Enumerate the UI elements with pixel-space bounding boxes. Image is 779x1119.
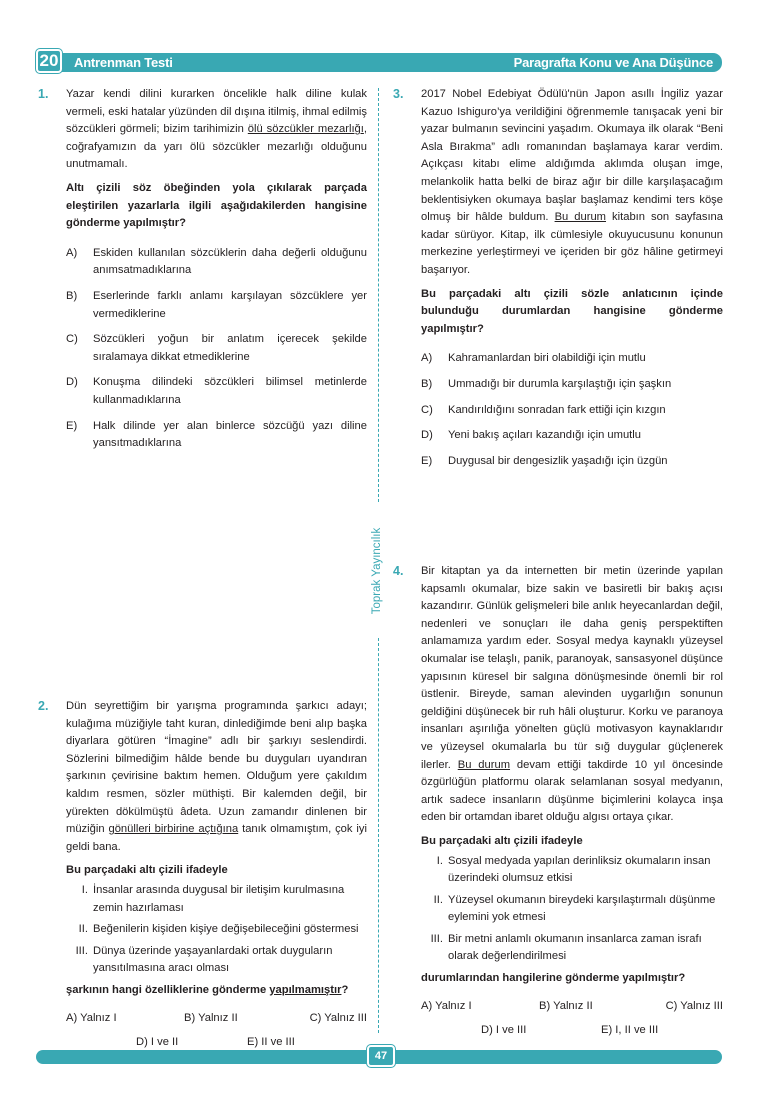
statement-2: II. Beğenilerin kişiden kişiye değişebileceğini göstermesi [78, 923, 359, 936]
answer-option-a[interactable]: A) Yalnız I [66, 1011, 117, 1024]
question-number: 3. [393, 87, 404, 101]
underlined-phrase: Bu durum [457, 758, 511, 771]
answer-options [421, 350, 723, 470]
answer-options-row-1 [66, 1010, 367, 1028]
answer-options-row-2 [66, 1034, 367, 1052]
question-prompt: şarkının hangi özelliklerine gönderme yapılmamıştır? [66, 983, 349, 996]
page-number: 47 [367, 1045, 395, 1067]
question-passage: Dün seyrettiğim bir yarışma programında şarkıcı adayı; kulağıma müziğiyle taht kuran, dinlediğimde beni alıp başka diyarlara götüren “İmagine” adlı bir şarkıyı seslendirdi. Sözlerini bilmediğim hâlde bende bu duyguları uyandıran şarkının çevirisine baktım hemen. Olduğum yere çakıldım kaldım resmen, sözler müthişti. Bir kalemden değil, bir yürekten dökülmüştü âdeta. Uzun zamandır dinlenen bir müziğin gönülleri birbirine açtığına tanık olmamıştım, çok iyi geldi bana. [66, 700, 367, 853]
test-number-badge: 20 [36, 49, 62, 73]
answer-option-e[interactable]: E) II ve III [247, 1035, 295, 1048]
column-divider-bottom [378, 638, 379, 1033]
question-stem: Altı çizili söz öbeğinden yola çıkılarak parçada eleştirilen yazarlarla ilgili aşağıdakilerden hangisine gönderme yapılmıştır? [66, 181, 367, 230]
question-passage: 2017 Nobel Edebiyat Ödülü'nün Japon asıllı İngiliz yazar Kazuo Ishiguro’ya verildiğini öğrenmemle tanışacak yeni bir yazar bulmanın sevincini yaşadım. Okumaya ilk olarak “Beni Asla Bırakma” adlı romanından başlamaya karar verdim. Açıkçası kitabı elime aldığımda aklımda oluşan imge, melankolik hatta belki de biraz ağır bir dille karşılaşacağım beklentisiyken okumaya başlar başlamaz kendimi ters köşe olmuş bir hâlde buldum. Bu durum kitabın son sayfasına kadar sürüyor. Kitap, ilk cümlesiyle okuyucusunu konunun merkezine yerleştirmeyi ve içeriden bir göz hâline getirmeyi başarıyor. [421, 88, 723, 276]
question-passage: Bir kitaptan ya da internetten bir metin üzerinde yapılan kapsamlı okumalar, bize sakin ve basiretli bir bakış açısı kazandırır. Günlük gelişmeleri bile anlık heyecanlardan değil, nedenleri ve sonuçları ile daha geniş perspektiften anlamamıza yardım eder. Sosyal medya kaynaklı yüzeysel okumalar ise telaşlı, panik, paranoyak, sansasyonel düşünce yapısının küresel bir salgına dönüşmesinde önemli bir rol üstlenir. Bireyde, saman alevinden uygarlığın sonunun geldiğini düşünecek bir ruh hâli oluşturur. Korku ve paranoya insanları aşırılığa yönelten güçlü motivasyon kaynaklarıdır ve yüzeysel okumalarla bu tür sığ duygular güçlenerek ilerler. Bu durum devam ettiği takdirde 10 yıl öncesinde özgürlüğün platformu olarak selamlanan sosyal medyanın, artık sadece insanların düşünme biçimlerini kolayca inşa eden bir ortamdan ibaret olduğu algısı ortaya çıkar. [421, 565, 724, 824]
answer-option-b[interactable]: B) Ummadığı bir durumla karşılaştığı için şaşkın [421, 377, 672, 390]
answer-option-c[interactable]: C) Sözcükleri yoğun bir anlatım içerecek şekilde sıralamaya dikkat etmediklerine [66, 333, 367, 363]
question-stem: Bu parçadaki altı çizili ifadeyle [66, 864, 228, 877]
answer-option-d[interactable]: D) I ve II [136, 1035, 179, 1048]
answer-option-d[interactable]: D) Yeni bakış açıları kazandığı için umutlu [421, 429, 641, 442]
answer-option-e[interactable]: E) I, II ve III [601, 1023, 659, 1036]
question-stem: Bu parçadaki altı çizili sözle anlatıcının içinde bulunduğu durumlardan hangisine gönderme yapılmıştır? [421, 287, 723, 335]
answer-option-c[interactable]: C) Kandırıldığını sonradan fark ettiği için kızgın [421, 403, 666, 416]
answer-option-d[interactable]: D) Konuşma dilindeki sözcükleri bilimsel metinlerde kullanmadıklarına [66, 376, 367, 406]
underlined-phrase: ölü sözcükler mezarlığı [247, 123, 364, 136]
publisher-label: Toprak Yayıncılık [371, 527, 384, 614]
statement-1: I. İnsanlar arasında duygusal bir iletişim kurulmasına zemin hazırlaması [81, 883, 345, 914]
question-stem: Bu parçadaki altı çizili ifadeyle [421, 834, 583, 847]
answer-option-c[interactable]: C) Yalnız III [309, 1011, 367, 1024]
answer-options-row-1 [421, 998, 723, 1016]
underlined-phrase: Bu durum [554, 211, 607, 224]
answer-options [66, 245, 367, 453]
underlined-phrase: gönülleri birbirine açtığına [108, 823, 239, 836]
statement-3: III. Bir metni anlamlı okumanın insanlarca zaman israfı olarak değerlendirilmesi [430, 932, 702, 963]
answer-option-a[interactable]: A) Kahramanlardan biri olabildiği için mutlu [421, 352, 646, 365]
header-left-title: Antrenman Testi [74, 55, 173, 70]
statement-1: I. Sosyal medyada yapılan derinliksiz okumaların insan üzerindeki olumsuz etkisi [436, 854, 711, 885]
header-right-title: Paragrafta Konu ve Ana Düşünce [513, 55, 713, 70]
answer-option-b[interactable]: B) Yalnız II [539, 999, 593, 1012]
answer-option-b[interactable]: B) Eserlerinde farklı anlamı karşılayan sözcüklere yer vermediklerine [66, 289, 367, 320]
question-number: 2. [38, 699, 49, 713]
question-passage: Yazar kendi dilini kurarken öncelikle halk diline kulak vermeli, eski hatalar yüzünden dil dışına itilmiş, ihmal edilmiş sözcükleri görmeli; bizim tarihimizin ölü sözcükler mezarlığı, coğrafyamızın da yarı ölü sözcükler mezarlığı olduğunu unutmamalı. [66, 88, 367, 171]
answer-option-d[interactable]: D) I ve III [481, 1023, 527, 1036]
statement-3: III. Dünya üzerinde yaşayanlardaki ortak duyguların yansıtılmasına aracı olması [75, 944, 333, 975]
answer-option-e[interactable]: E) Halk dilinde yer alan binlerce sözcüğü yazı diline yansıtmadıklarına [66, 419, 367, 450]
question-number: 1. [38, 87, 49, 101]
question-number: 4. [393, 564, 404, 578]
answer-option-b[interactable]: B) Yalnız II [184, 1011, 238, 1024]
question-prompt: durumlarından hangilerine gönderme yapılmıştır? [421, 972, 686, 985]
statement-2: II. Yüzeysel okumanın bireydeki karşılaştırmalı düşünme eylemini yok etmesi [433, 893, 716, 924]
answer-option-e[interactable]: E) Duygusal bir dengesizlik yaşadığı için üzgün [421, 454, 668, 467]
answer-option-c[interactable]: C) Yalnız III [665, 999, 723, 1012]
answer-options-row-2 [421, 1022, 723, 1040]
column-divider-top [378, 88, 379, 502]
answer-option-a[interactable]: A) Yalnız I [421, 999, 472, 1012]
answer-option-a[interactable]: A) Eskiden kullanılan sözcüklerin daha değerli olduğunu anımsatmadıklarına [66, 246, 367, 277]
